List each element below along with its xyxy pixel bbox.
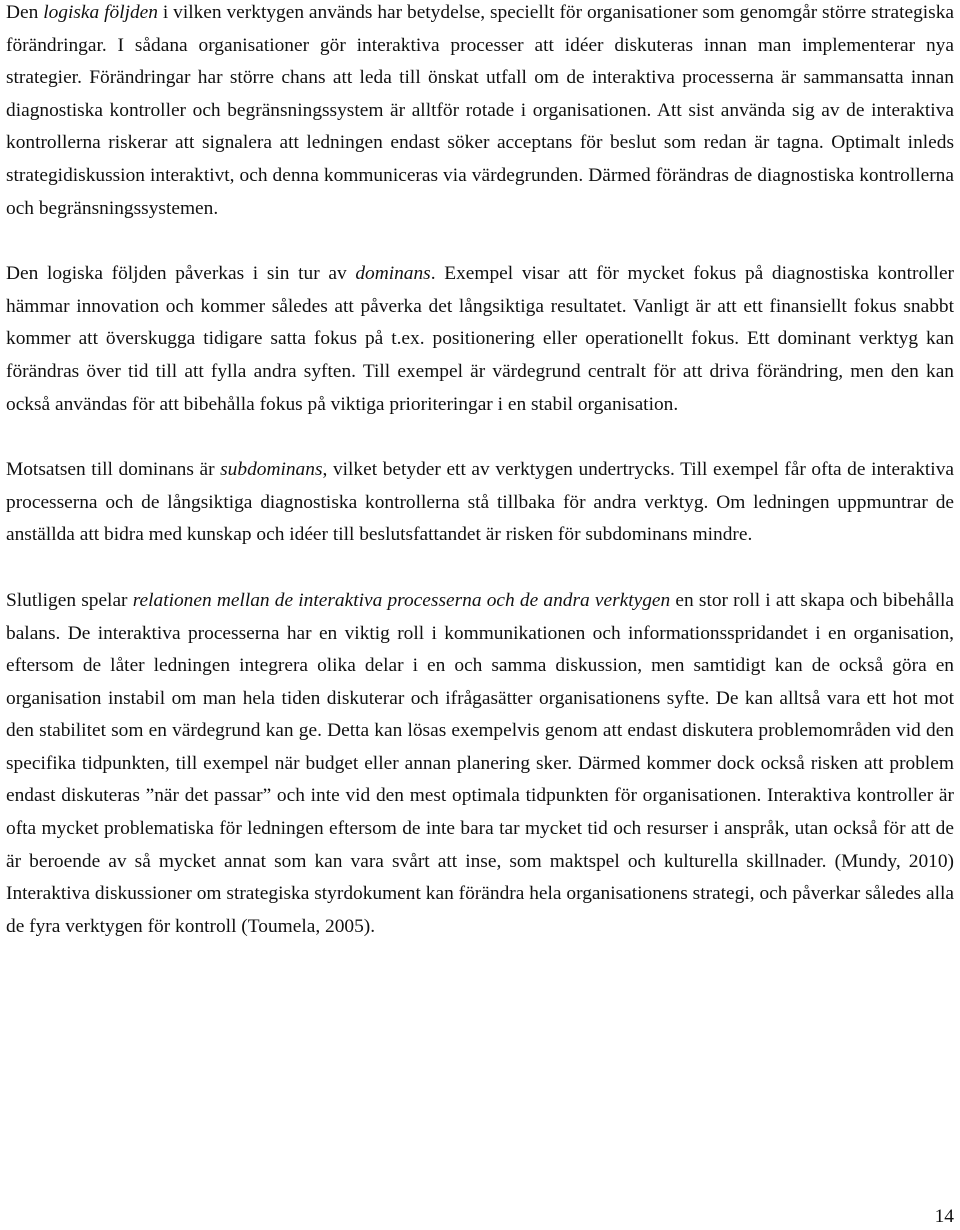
italic-term-subdominance: subdominans: [220, 459, 323, 481]
text-segment: . Exempel visar att för mycket fokus på diagnostiska kontroller hämmar innovation och kommer således att påverka det långsiktiga resultatet. Vanligt är att ett finansiellt fokus snabbt kommer att överskugga tidigare satta fokus på t.ex. positionering eller operationellt fokus. Ett dominant verktyg kan förändras över tid till att fylla andra syften. Till exempel är värdegrund centralt för att driva förändring, men den kan också användas för att bibehålla fokus på viktiga prioriteringar i en stabil organisation.: [6, 263, 955, 415]
paragraph-dominance: [6, 258, 954, 421]
text-segment: i vilken verktygen används har betydelse, speciellt för organisationer som genomgår större strategiska förändringar. I sådana organisationer gör interaktiva processer att idéer diskuteras innan man implementerar nya strategier. Förändringar har större chans att leda till önskat utfall om de interaktiva processerna är sammansatta innan diagnostiska kontroller och begränsningssystem är alltför rotade i organisationen. Att sist använda sig av de interaktiva kontrollerna riskerar att signalera att ledningen endast söker acceptans för beslut som redan är tagna. Optimalt inleds strategidiskussion interaktivt, och denna kommuniceras via värdegrunden. Därmed förändras de diagnostiska kontrollerna och begränsningssystemen.: [6, 2, 955, 219]
text-segment: Motsatsen till dominans är: [6, 459, 221, 481]
italic-term-relation: relationen mellan de interaktiva processerna och de andra verktygen: [132, 589, 671, 611]
italic-term-logical-order: logiska följden: [43, 2, 158, 23]
text-segment: Den logiska följden påverkas i sin tur av: [6, 263, 356, 285]
italic-term-dominance: dominans: [355, 263, 431, 285]
paragraph-relation: [6, 585, 954, 944]
document-page: [6, 0, 954, 943]
text-segment: Den: [6, 2, 44, 23]
page-number: 14: [934, 1206, 954, 1227]
text-segment: en stor roll i att skapa och bibehålla balans. De interaktiva processerna har en viktig roll i kommunikationen och informationsspridandet i en organisation, eftersom de låter ledningen integrera olika delar i en och samma diskussion, men samtidigt kan de också göra en organisation instabil om man hela tiden diskuterar och ifrågasätter organisationens syfte. De kan alltså vara ett hot mot den stabilitet som en värdegrund kan ge. Detta kan lösas exempelvis genom att endast diskutera problemområden vid den specifika tidpunkten, till exempel när budget eller annan planering sker. Därmed kommer dock också risken att problem endast diskuteras ”när det passar” och inte vid den mest optimala tidpunkten för organisationen. Interaktiva kontroller är ofta mycket problematiska för ledningen eftersom de inte bara tar mycket tid och resurser i anspråk, utan också för att de är beroende av så mycket annat som kan vara svårt att inse, som maktspel och kulturella skillnader. (Mundy, 2010) Interaktiva diskussioner om strategiska styrdokument kan förändra hela organisationens strategi, och påverkar således alla de fyra verktygen för kontroll (Toumela, 2005).: [6, 589, 954, 937]
paragraph-logical-order: [6, 0, 954, 225]
text-segment: , vilket betyder ett av verktygen undertrycks. Till exempel får ofta de interaktiva processerna och de långsiktiga diagnostiska kontrollerna stå tillbaka för andra verktyg. Om ledningen uppmuntrar de anställda att bidra med kunskap och idéer till beslutsfattandet är risken för subdominans mindre.: [6, 459, 954, 546]
text-segment: Slutligen spelar: [6, 589, 133, 611]
paragraph-subdominance: [6, 454, 954, 552]
